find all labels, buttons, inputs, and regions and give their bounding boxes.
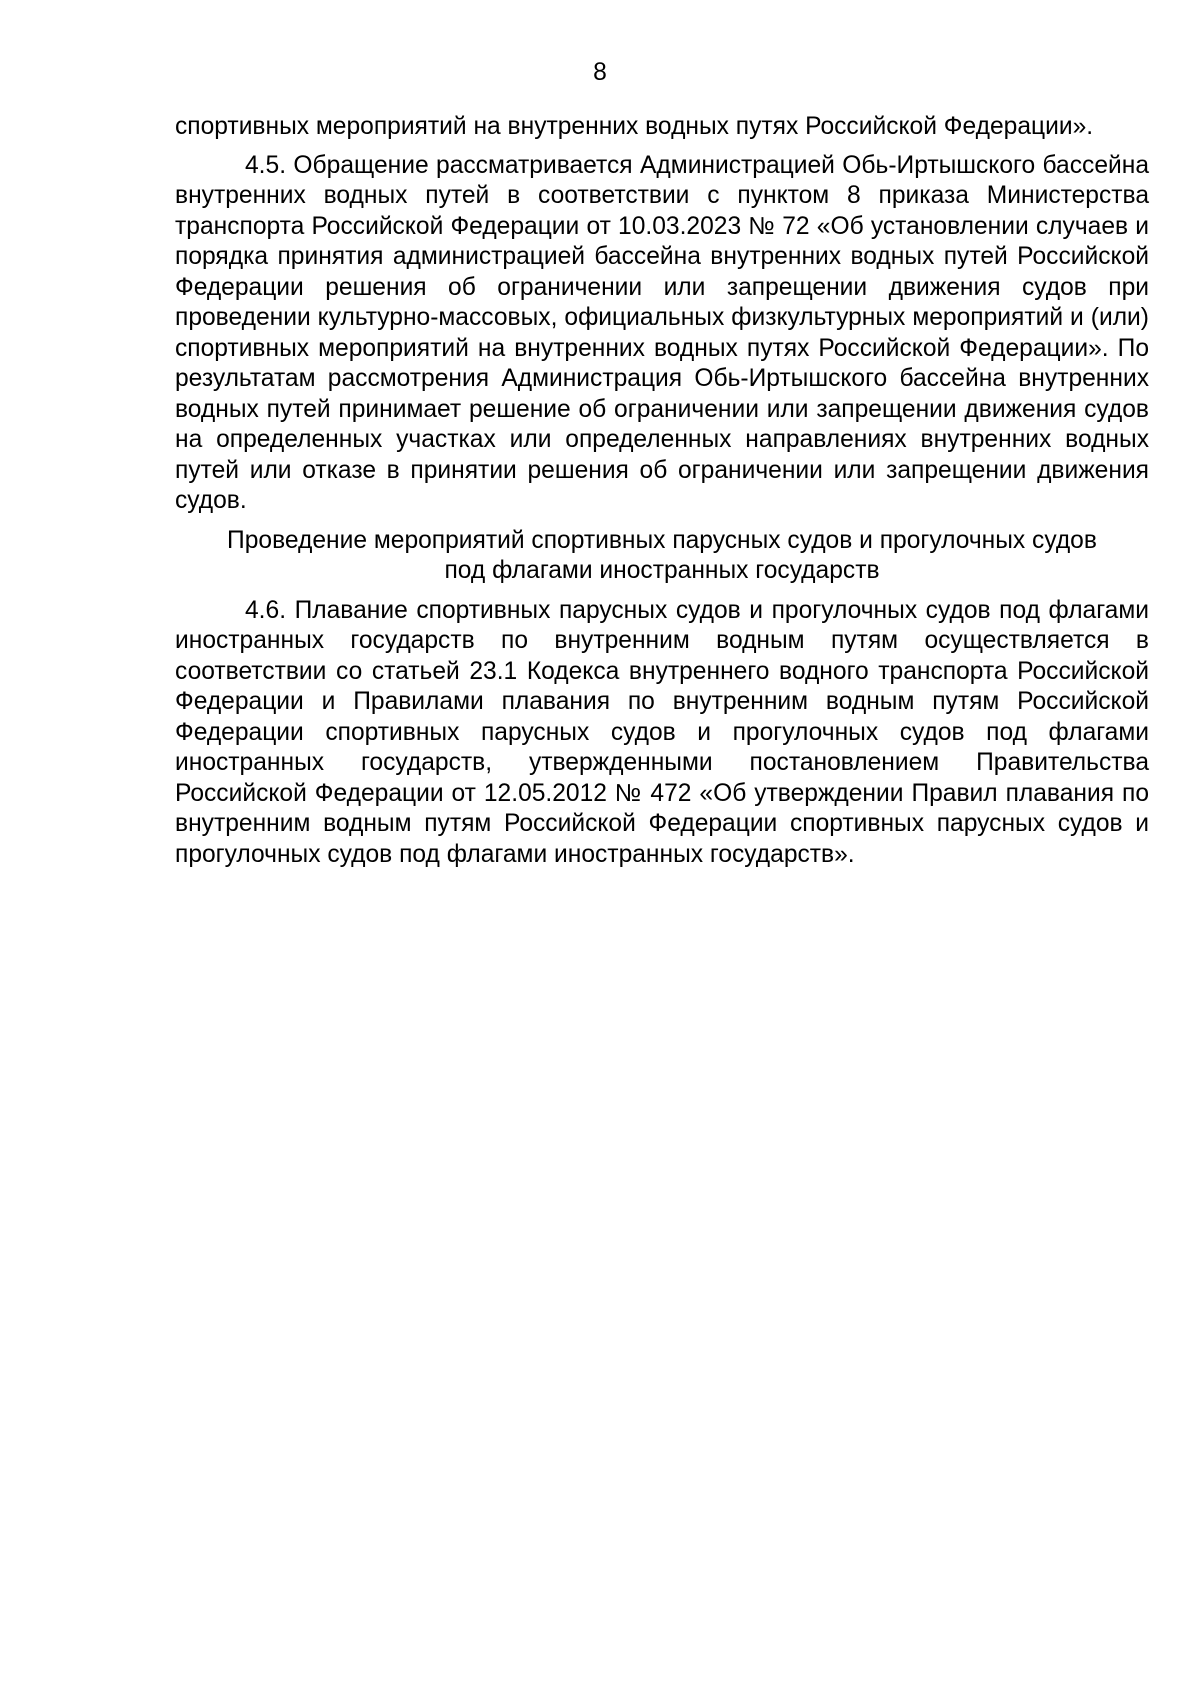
paragraph-4-6: 4.6. Плавание спортивных парусных судов и прогулочных судов под флагами иностранных государств по внутренним водным путям осуществляется в соответствии со статьей 23.1 Кодекса внутреннего водного транспорта Российской Федерации и Правилами плавания по внутренним водным путям Российской Федерации спортивных парусных судов и прогулочных судов под флагами иностранных государств, утвержденными постановлением Правительства Российской Федерации от 12.05.2012 № 472 «Об утверждении Правил плавания по внутренним водным путям Российской Федерации спортивных парусных судов и прогулочных судов под флагами иностранных государств».: [175, 596, 1149, 868]
section-heading: [175, 526, 1149, 587]
document-body: [175, 112, 1149, 879]
section-heading-line-1: Проведение мероприятий спортивных парусных судов и прогулочных судов: [227, 526, 1097, 554]
section-heading-line-2: под флагами иностранных государств: [444, 557, 880, 584]
page-number: 8: [593, 59, 607, 86]
paragraph-continued: спортивных мероприятий на внутренних водных путях Российской Федерации».: [175, 113, 1094, 140]
paragraph-4-5: 4.5. Обращение рассматривается Администрацией Обь-Иртышского бассейна внутренних водных путей в соответствии с пунктом 8 приказа Министерства транспорта Российской Федерации от 10.03.2023 № 72 «Об установлении случаев и порядка принятия администрацией бассейна внутренних водных путей Российской Федерации решения об ограничении или запрещении движения судов при проведении культурно-массовых, официальных физкультурных мероприятий и (или) спортивных мероприятий на внутренних водных путях Российской Федерации». По результатам рассмотрения Администрация Обь-Иртышского бассейна внутренних водных путей принимает решение об ограничении или запрещении движения судов на определенных участках или определенных направлениях внутренних водных путей или отказе в принятии решения об ограничении или запрещении движения судов.: [175, 151, 1149, 514]
